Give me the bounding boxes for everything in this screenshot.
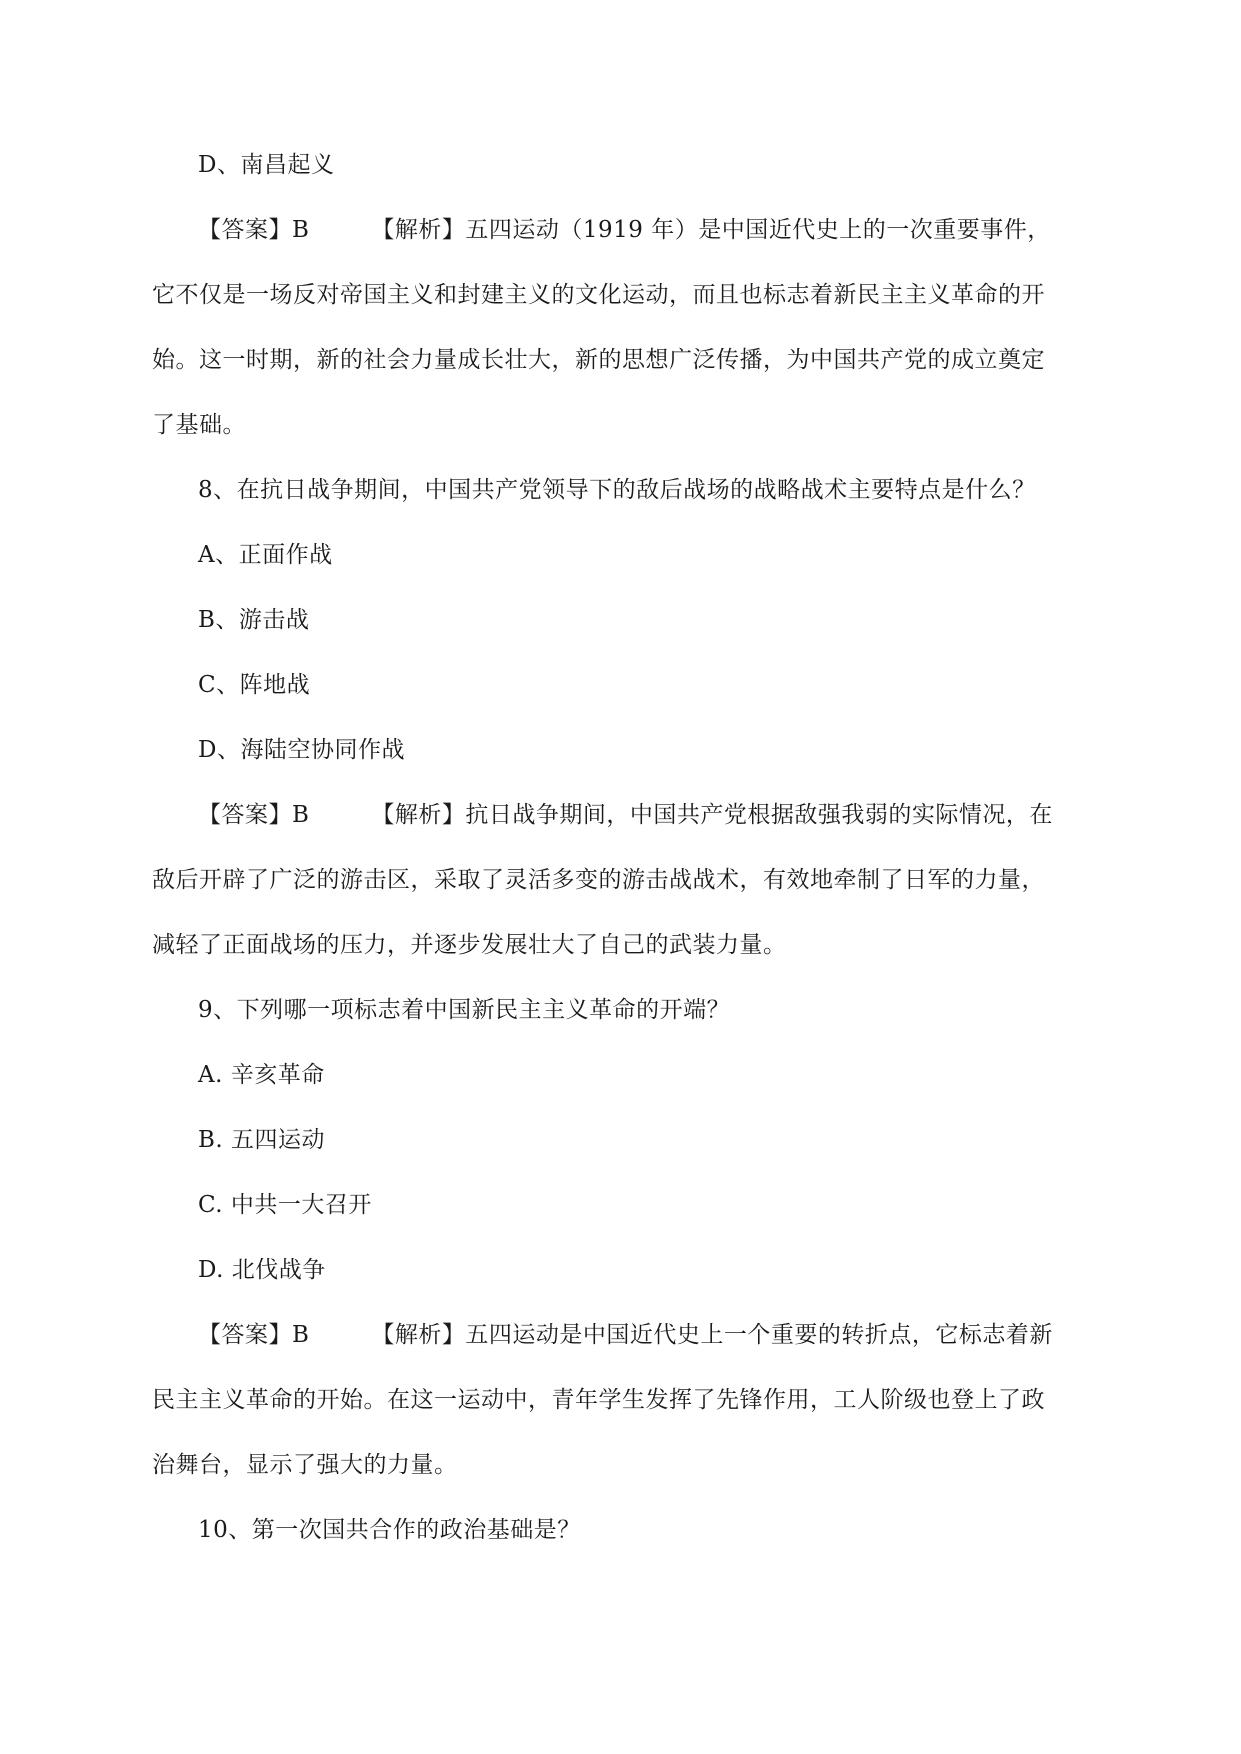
analysis-text: 减轻了正面战场的压力，并逐步发展壮大了自己的武装力量。 (152, 932, 787, 958)
analysis-text: 它不仅是一场反对帝国主义和封建主义的文化运动，而且也标志着新民主主义革命的开 (152, 282, 1045, 308)
analysis-text: 始。这一时期，新的社会力量成长壮大，新的思想广泛传播，为中国共产党的成立奠定 (152, 347, 1045, 373)
answer-label: 【答案】B (198, 1322, 310, 1348)
analysis-text: 【解析】五四运动（1919 年）是中国近代史上的一次重要事件， (371, 217, 1051, 243)
answer-analysis-line (198, 215, 1051, 245)
answer-analysis-line (198, 1320, 1053, 1350)
option-b: B、游击战 (198, 607, 310, 633)
analysis-text: 了基础。 (152, 412, 246, 438)
analysis-text: 【解析】五四运动是中国近代史上一个重要的转折点，它标志着新 (371, 1322, 1053, 1348)
analysis-text: 民主主义革命的开始。在这一运动中，青年学生发挥了先锋作用，工人阶级也登上了政 (152, 1387, 1045, 1413)
option-a: A. 辛亥革命 (198, 1062, 325, 1088)
option-a: A、正面作战 (198, 542, 333, 568)
analysis-text: 敌后开辟了广泛的游击区，采取了灵活多变的游击战战术，有效地牵制了日军的力量， (152, 867, 1045, 893)
analysis-text: 【解析】抗日战争期间，中国共产党根据敌强我弱的实际情况，在 (371, 802, 1053, 828)
answer-label: 【答案】B (198, 802, 310, 828)
option-d: D、南昌起义 (198, 152, 335, 178)
analysis-text: 治舞台，显示了强大的力量。 (152, 1452, 458, 1478)
question-text: 9、下列哪一项标志着中国新民主主义革命的开端？ (198, 997, 731, 1023)
answer-analysis-line (198, 800, 1053, 830)
option-d: D. 北伐战争 (198, 1257, 326, 1283)
option-d: D、海陆空协同作战 (198, 737, 405, 763)
option-c: C、阵地战 (198, 672, 311, 698)
option-c: C. 中共一大召开 (198, 1192, 372, 1218)
option-b: B. 五四运动 (198, 1127, 326, 1153)
question-text: 10、第一次国共合作的政治基础是？ (198, 1517, 581, 1543)
question-text: 8、在抗日战争期间，中国共产党领导下的敌后战场的战略战术主要特点是什么？ (198, 477, 1036, 503)
answer-label: 【答案】B (198, 217, 310, 243)
